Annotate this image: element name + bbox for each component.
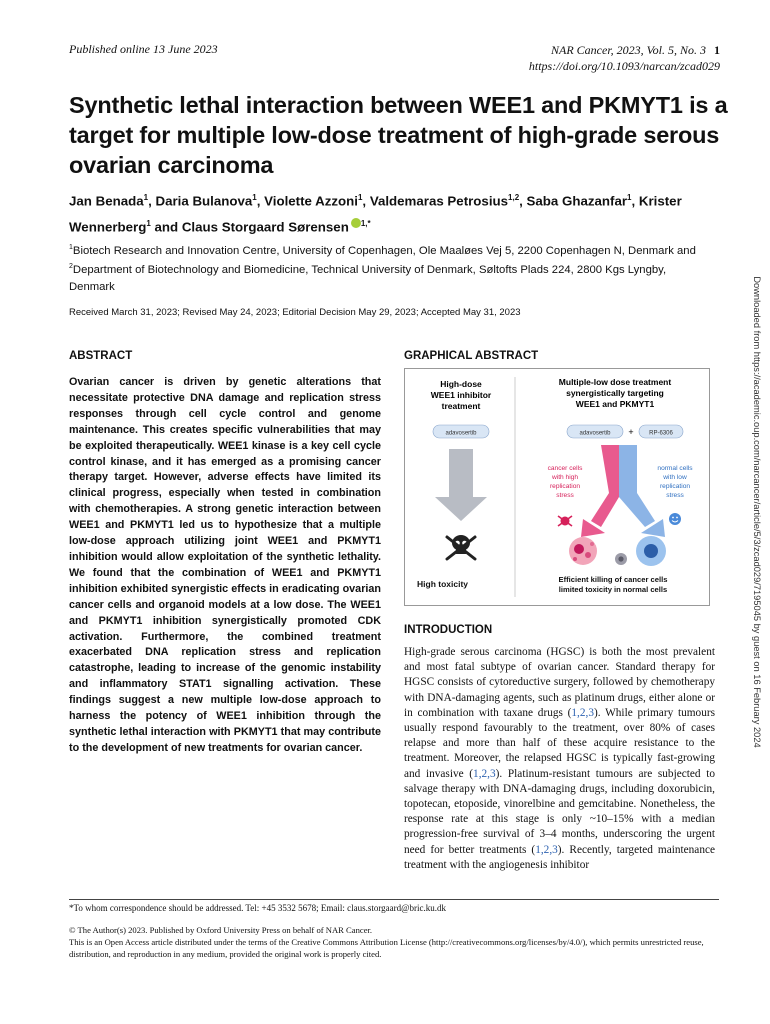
ga-normal-label: normal cells with low replication stress	[657, 465, 693, 499]
immune-cell-icon	[615, 553, 627, 565]
copyright-notice	[69, 924, 729, 960]
introduction-text	[404, 645, 715, 873]
affiliation-mark-1: 1	[69, 244, 73, 251]
ga-left-title: High-dose WEE1 inhibitor treatment	[430, 379, 492, 411]
intro-text-segment: High-grade serous carcinoma (HGSC) is both the most prevalent and most fatal subtype of ovarian cancer. Standard therapy for HGSC consists of cytoreductive surgery, followed by chemotherapy with DNA-damaging agents, such as platinum drugs, either alone or in combination with taxane drugs (	[404, 646, 715, 719]
ga-plus: +	[628, 427, 634, 437]
author-affiliation-mark: 1	[146, 219, 151, 229]
abstract-text: Ovarian cancer is driven by genetic alterations that necessitate protective DNA damage and replication stress responses through cell cycle control and genome maintenance. This creates specific vulnerabilities that may be exploited therapeutically. WEE1 kinase is a key cell cycle control kinase, and it has emerged as a promising cancer therapy target. However, adverse effects have limited its clinical progress, especially when tested in combination with chemotherapies. A strong genetic interaction between WEE1 and PKMYT1 led us to hypothesize that a multiple low-dose approach utilizing joint WEE1 and PKMYT1 inhibition would allow exploitation of the synthetic lethality. We found that the combination of WEE1 and PKMYT1 inhibition exhibited synergistic effects in eradicating ovarian cancer cells and organoid models at a low dose. The WEE1 and PKMYT1 inhibition synergistically promoted CDK activation. Furthermore, the combined treatment exacerbated DNA replication stress and replication catastrophe, leading to increase of the genomic instability and inflammatory STAT1 signalling activation. These findings suggest a new multiple low-dose approach to harness the potency of WEE1 inhibition through the synthetic lethal interaction with PKMYT1 that may contribute to the development of new treatments for ovarian cancer.	[69, 376, 381, 754]
journal-citation: NAR Cancer, 2023, Vol. 5, No. 3	[551, 43, 706, 57]
author-affiliation-mark: 1,2	[508, 193, 520, 202]
download-watermark: Downloaded from https://academic.oup.com/narcancer/article/5/3/zcad029/7195045 by guest on 16 February 2024	[752, 276, 762, 748]
author-name: Valdemaras Petrosius	[369, 193, 509, 209]
author-name: Krister Wennerberg	[69, 193, 682, 235]
ga-right-outcome: Efficient killing of cancer cells limited toxicity in normal cells	[558, 575, 668, 594]
intro-text-segment: ). While primary tumours usually respond favourably to the treatment, over 80% of cases relapse and more than half of these acquire resistance to the treatment. Moreover, the relapsed HGSC is typically fast-growing and invasive (	[404, 706, 716, 780]
license-line: This is an Open Access article distributed under the terms of the Creative Commons Attribution License (http://creativecommons.org/licenses/by/4.0/), which permits unrestricted reuse, distribution, and reproduction in any medium, provided the original work is properly cited.	[69, 937, 704, 959]
author-affiliation-mark: 1	[252, 193, 257, 202]
citation-link[interactable]: 1,2,3	[535, 843, 558, 856]
graphical-abstract-figure	[404, 368, 710, 606]
ga-left-outcome: High toxicity	[417, 579, 469, 589]
intro-text-segment: ). Platinum-resistant tumours are subjected to salvage therapy with DNA-damaging drugs, including doxorubicin, topotecan, etoposide, vinorelbine and gemcitabine. Nonetheless, the response rate at this stage is only ~10–15% with a median progression-free survival of 3–4 months, underscoring the urgent need for better treatments (	[404, 767, 715, 856]
journal-header	[529, 42, 720, 74]
ga-drug-right-a: adavosertib	[579, 430, 611, 437]
footnote-rule	[69, 899, 719, 900]
skull-icon	[447, 535, 475, 559]
ga-arrow-blue	[619, 445, 655, 527]
published-date: Published online 13 June 2023	[69, 42, 218, 56]
author-affiliation-mark: 1	[627, 193, 632, 202]
author-list: Jan Benada$^1$, Daria Bulanova$^1$, Violette Azzoni$^1$, Valdemaras Petrosius$^{1,2}$, Saba Ghazanfar$^1$, Krister Wennerberg$^1$ and Claus Storgaard Sørensen $^{1,*}$	[69, 193, 682, 235]
ga-arrow-pink	[591, 445, 619, 527]
intro-text-segment: ). Recently, targeted maintenance treatment with the angiogenesis inhibitor	[404, 843, 716, 871]
small-skull-icon	[558, 516, 572, 526]
ga-right-title: Multiple-low dose treatment synergistically targeting WEE1 and PKMYT1	[558, 377, 672, 409]
ga-left-arrow	[435, 449, 487, 521]
article-title: Synthetic lethal interaction between WEE1 and PKMYT1 is a target for multiple low-dose treatment of high-grade serous ovarian carcinoma	[69, 92, 728, 178]
author-affiliation-mark: 1	[143, 193, 149, 202]
affiliation-1: Biotech Research and Innovation Centre, University of Copenhagen, Ole Maaløes Vej 5, 2200 Copenhagen N, Denmark and	[72, 244, 696, 257]
citation-link[interactable]: 1,2,3	[473, 767, 496, 780]
ga-cancer-label: cancer cells with high replication stress	[547, 465, 583, 499]
doi-link[interactable]: https://doi.org/10.1093/narcan/zcad029	[528, 59, 720, 73]
author-name: Daria Bulanova	[155, 193, 253, 209]
smiley-icon	[669, 513, 681, 525]
copyright-line: © The Author(s) 2023. Published by Oxford University Press on behalf of NAR Cancer.	[69, 925, 373, 935]
ga-drug-left: adavosertib	[445, 430, 477, 437]
affiliations	[69, 240, 709, 295]
normal-cell-icon	[636, 536, 666, 566]
graphical-abstract-heading: GRAPHICAL ABSTRACT	[404, 350, 539, 362]
citation-link[interactable]: 1,2,3	[571, 706, 594, 719]
introduction-heading: INTRODUCTION	[404, 624, 493, 636]
ga-drug-right-b: RP-6306	[649, 430, 673, 437]
page-number: 1	[714, 43, 720, 57]
cancer-cell-icon	[569, 537, 597, 565]
affiliation-2: Department of Biotechnology and Biomedicine, Technical University of Denmark, Søltofts Plads 224, 2800 Kgs Lyngby, Denmark	[69, 264, 667, 293]
received-dates: Received March 31, 2023; Revised May 24, 2023; Editorial Decision May 29, 2023; Accepted May 31, 2023	[69, 307, 521, 318]
abstract-heading: ABSTRACT	[69, 350, 133, 362]
author-name: Violette Azzoni	[264, 193, 358, 209]
author-affiliation-mark: 1,*	[360, 219, 371, 229]
author-name: Saba Ghazanfar	[526, 193, 628, 209]
author-name: Jan Benada	[69, 193, 144, 209]
author-affiliation-mark: 1	[357, 193, 363, 202]
author-name: Claus Storgaard Sørensen	[181, 219, 349, 235]
orcid-icon[interactable]	[351, 218, 361, 228]
correspondence-footnote: *To whom correspondence should be addressed. Tel: +45 3532 5678; Email: claus.storgaard@bric.ku.dk	[69, 903, 446, 913]
affiliation-mark-2: 2	[69, 263, 73, 271]
